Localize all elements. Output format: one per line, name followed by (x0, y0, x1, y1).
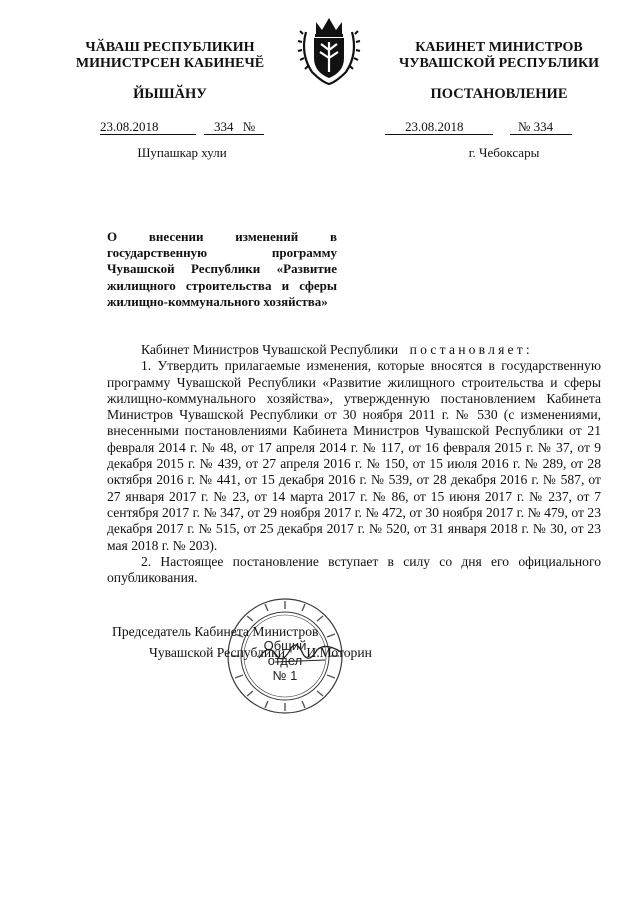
right-date (385, 119, 493, 135)
right-place: г. Чебоксары (468, 145, 540, 160)
intro-subject: Кабинет Министров Чувашской Республики (141, 342, 399, 357)
intro-verb: постановляет: (409, 342, 533, 357)
intro-paragraph (107, 342, 601, 358)
stamp-line-3: № 1 (272, 668, 298, 683)
stamp-line-2: отдел (267, 653, 303, 668)
handwritten-signature (255, 638, 345, 668)
header-left-doc-type: ЙЫШӐНУ (133, 86, 207, 102)
left-number-value: 334 (214, 119, 234, 134)
left-date-value: 23.08.2018 (100, 119, 159, 134)
document-body (107, 342, 601, 586)
header-left-line1: ЧӐВАШ РЕСПУБЛИКИН (85, 40, 255, 55)
header-right-line1: КАБИНЕТ МИНИСТРОВ (415, 40, 583, 55)
header-left-institution (70, 40, 270, 72)
header-right-line2: ЧУВАШСКОЙ РЕСПУБЛИКИ (398, 56, 600, 71)
right-number-value: № 334 (518, 119, 554, 134)
left-date (100, 119, 196, 135)
right-date-value: 23.08.2018 (405, 119, 464, 134)
signature-position-text: Чувашской Республики (149, 645, 285, 660)
coat-of-arms-emblem (296, 14, 362, 86)
left-number-sign: № (242, 119, 256, 134)
signature-position-line1: Председатель Кабинета Министров (112, 624, 319, 639)
paragraph-2: 2. Настоящее постановление вступает в силу со дня его официального опубликования. (107, 553, 601, 586)
signature-name: И.Моторин (306, 645, 372, 660)
right-number (510, 119, 572, 135)
stamp-line-1: Общий (263, 638, 307, 653)
header-left-line2: МИНИСТРСЕН КАБИНЕЧӖ (75, 56, 265, 71)
document-subject: О внесении изменений в государственную программу Чувашской Республики «Развитие жилищного строительства и сферы жилищно-коммунального хозяйства» (107, 229, 337, 309)
header-right-institution (394, 40, 604, 72)
header-right-doc-type: ПОСТАНОВЛЕНИЕ (430, 86, 568, 102)
left-place: Шупашкар хули (137, 145, 227, 160)
paragraph-1: 1. Утвердить прилагаемые изменения, которые вносятся в государственную программу Чувашской Республики «Развитие жилищного строительства и сферы жилищно-коммунального хозяйства», утвержденную постановлением Кабинета Министров Чувашской Республики от 30 ноября 2011 г. № 530 (с изменениями, внесенными постановлениями Кабинета Министров Чувашской Республики от 21 февраля 2014 г. № 48, от 17 апреля 2014 г. № 117, от 16 февраля 2015 г. № 37, от 9 декабря 2015 г. № 439, от 27 апреля 2016 г. № 150, от 15 июля 2016 г. № 289, от 28 октября 2016 г. № 441, от 15 декабря 2016 г. № 539, от 28 декабря 2016 г. № 587, от 27 января 2017 г. № 23, от 14 марта 2017 г. № 86, от 15 июня 2017 г. № 237, от 7 сентября 2017 г. № 347, от 29 ноября 2017 г. № 472, от 30 ноября 2017 г. № 479, от 23 декабря 2017 г. № 515, от 25 декабря 2017 г. № 520, от 31 января 2018 г. № 30, от 23 мая 2018 г. № 203). (107, 358, 601, 553)
left-number (204, 119, 264, 135)
